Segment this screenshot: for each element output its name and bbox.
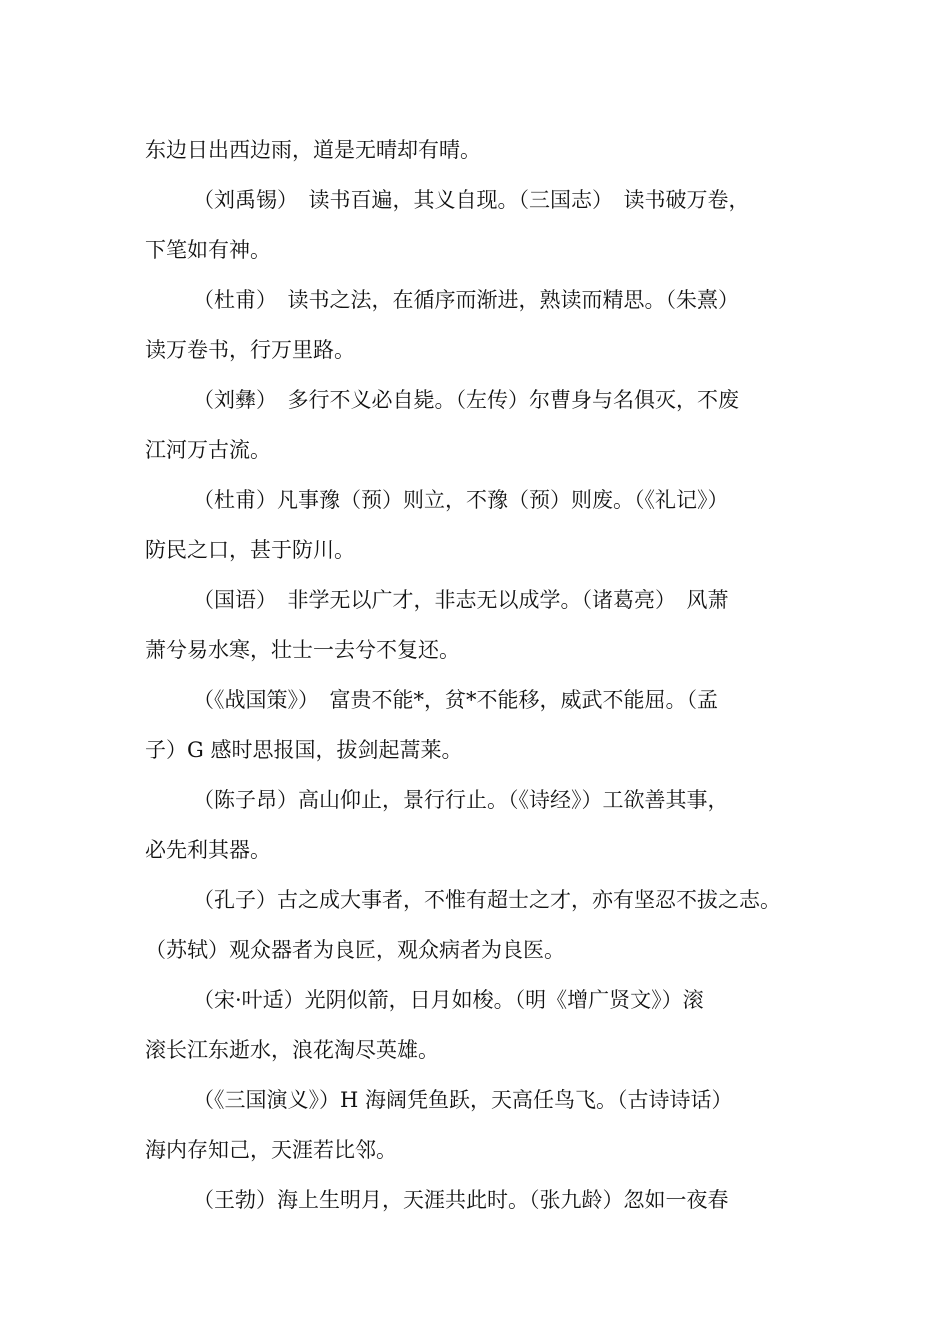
text-line: （杜甫） 读书之法，在循序而渐进，熟读而精思。（朱熹） [193, 288, 739, 312]
text-line: 东边日出西边雨，道是无晴却有晴。 [145, 138, 481, 162]
text-line: （王勃）海上生明月，天涯共此时。（张九龄）忽如一夜春 [193, 1188, 729, 1212]
text-line: （宋·叶适）光阴似箭，日月如梭。（明《增广贤文》）滚 [193, 988, 704, 1012]
text-line: （孔子）古之成大事者，不惟有超士之才，亦有坚忍不拔之志。 [193, 888, 781, 912]
text-line: 读万卷书，行万里路。 [145, 338, 355, 362]
text-line: （苏轼）观众器者为良匠，观众病者为良医。 [145, 938, 565, 962]
text-line: 防民之口，甚于防川。 [145, 538, 355, 562]
text-line: 子）G 感时思报国，拔剑起蒿莱。 [145, 738, 463, 762]
text-line: （刘禹锡） 读书百遍，其义自现。（三国志） 读书破万卷， [193, 188, 750, 212]
text-line: 滚长江东逝水，浪花淘尽英雄。 [145, 1038, 439, 1062]
text-line: 江河万古流。 [145, 438, 271, 462]
text-line: （陈子昂）高山仰止，景行行止。（《诗经》）工欲善其事， [193, 788, 729, 812]
text-line: （《战国策》） 富贵不能*，贫*不能移，威武不能屈。（孟 [193, 688, 718, 712]
text-line: （国语） 非学无以广才，非志无以成学。（诸葛亮） 风萧 [193, 588, 729, 612]
text-line: 下笔如有神。 [145, 238, 271, 262]
text-line: （《三国演义》）H 海阔凭鱼跃，天高任鸟飞。（古诗诗话） [193, 1088, 733, 1112]
text-line: 萧兮易水寒，壮士一去兮不复还。 [145, 638, 460, 662]
text-line: 海内存知己，天涯若比邻。 [145, 1138, 397, 1162]
text-line: 必先利其器。 [145, 838, 271, 862]
text-line: （刘彝） 多行不义必自毙。（左传）尔曹身与名俱灭，不废 [193, 388, 739, 412]
text-line: （杜甫）凡事豫（预）则立，不豫（预）则废。（《礼记》） [193, 488, 729, 512]
